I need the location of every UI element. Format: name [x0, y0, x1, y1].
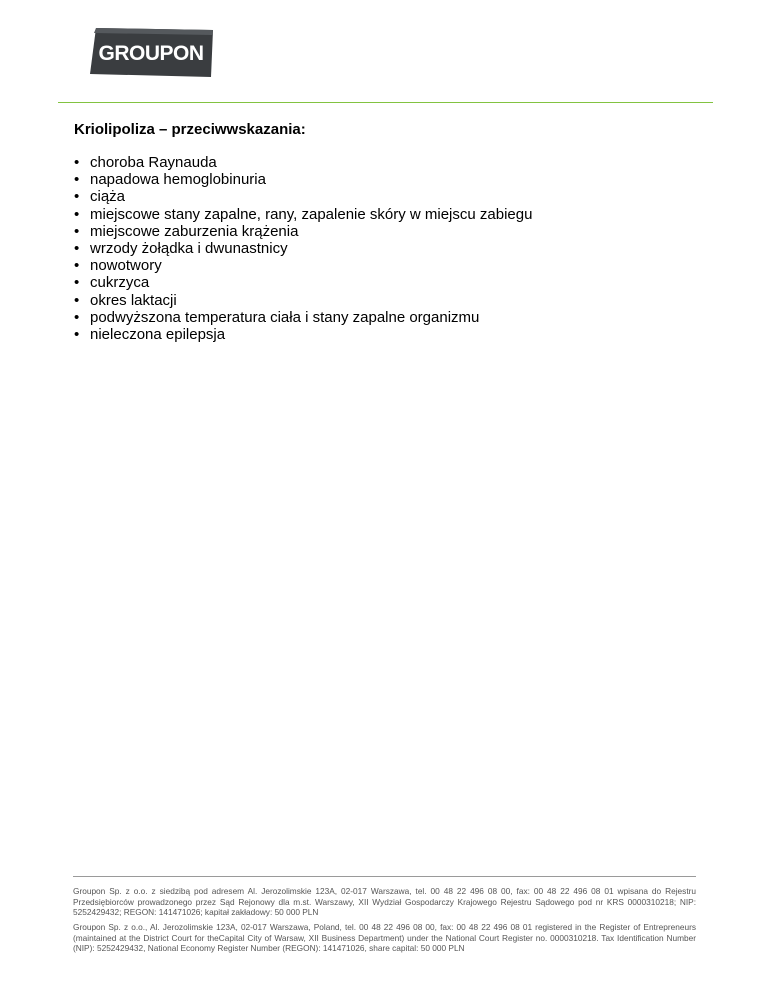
groupon-logo-icon [87, 27, 215, 79]
groupon-logo [87, 27, 215, 79]
list-item [74, 274, 532, 291]
list-item [74, 240, 532, 257]
document-title: Kriolipoliza – przeciwwskazania: [74, 121, 306, 138]
list-item-text: nieleczona epilepsja [90, 326, 226, 344]
contraindications-list [74, 154, 532, 343]
bullet: • [74, 222, 80, 240]
list-item-text: miejscowe zaburzenia krążenia [90, 222, 299, 240]
list-item [74, 171, 532, 188]
bullet: • [74, 188, 80, 206]
list-item-text: podwyższona temperatura ciała i stany zapalne organizmu [90, 308, 480, 326]
bullet: • [74, 274, 80, 292]
logo-text: GROUPON [98, 42, 204, 65]
bullet: • [74, 171, 80, 189]
list-item [74, 206, 532, 223]
list-item-text: nowotwory [90, 257, 162, 275]
list-item-text: miejscowe stany zapalne, rany, zapalenie skóry w miejscu zabiegu [90, 205, 533, 223]
list-item-text: ciąża [90, 188, 126, 206]
list-item [74, 188, 532, 205]
header-divider [58, 102, 713, 103]
bullet: • [74, 326, 80, 344]
list-item-text: cukrzyca [90, 274, 150, 292]
list-item [74, 326, 532, 343]
bullet: • [74, 308, 80, 326]
list-item [74, 223, 532, 240]
bullet: • [74, 154, 80, 171]
footer-divider [73, 876, 696, 877]
list-item [74, 309, 532, 326]
bullet: • [74, 291, 80, 309]
bullet: • [74, 205, 80, 223]
list-item [74, 292, 532, 309]
list-item-text: choroba Raynauda [90, 154, 217, 171]
list-item-text: napadowa hemoglobinuria [90, 171, 266, 189]
list-item [74, 154, 532, 171]
bullet: • [74, 257, 80, 275]
footer-company-info-polish: Groupon Sp. z o.o. z siedzibą pod adresem Al. Jerozolimskie 123A, 02-017 Warszawa, tel. 00 48 22 496 08 00, fax: 00 48 22 496 08 01 wpisana do Rejestru Przedsiębiorców prowadzonego przez Sąd Rejonowy dla m.st. Warszawy, XII Wydział Gospodarczy Krajowego Rejestru Sądowego pod nr KRS 0000310218; NIP: 5252429432; REGON: 141471026; kapitał zakładowy: 50 000 PLN [73, 886, 696, 918]
footer-company-info-english: Groupon Sp. z o.o., Al. Jerozolimskie 123A, 02-017 Warszawa, Poland, tel. 00 48 22 496 08 00, fax: 00 48 22 496 08 01 registered in the Register of Entrepreneurs (maintained at the District Court for theCapital City of Warsaw, XII Business Department) under the National Court Register no. 0000310218. Tax Identification Number (NIP): 5252429432, National Economy Register Number (REGON): 141471026, share capital: 50 000 PLN [73, 922, 696, 954]
list-item-text: wrzody żołądka i dwunastnicy [90, 240, 288, 258]
list-item-text: okres laktacji [90, 291, 177, 309]
list-item [74, 257, 532, 274]
bullet: • [74, 240, 80, 258]
